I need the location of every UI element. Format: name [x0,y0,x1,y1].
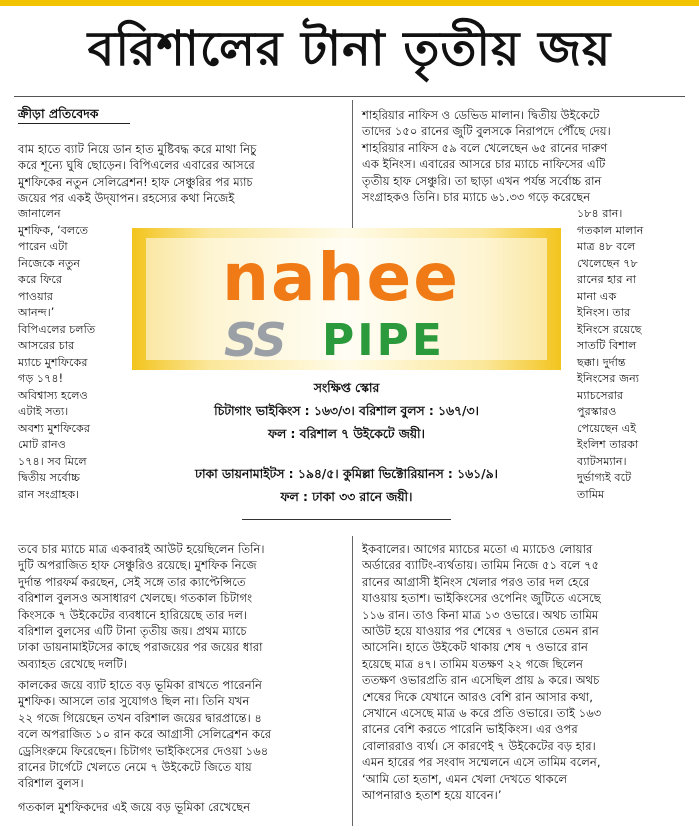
text-line: যাওয়ায় হতাশ। ভাইকিংসের ওপেনিং জুটিতে এসেছে [362,591,601,606]
text-line: আসরের চার [18,339,75,352]
text-line: অবিশ্বাস্য হলেও [18,388,88,402]
text-line: ততক্ষণ ওভারপ্রতি রান এসেছিল প্রায় ৯ করে। অথচ [362,673,600,688]
score-match1: চিটাগাং ভাইকিংস : ১৬৩/৩। বরিশাল বুলস : ১৬৭/৩। [214,404,479,418]
text-line: ‘আমি তো হতাশ, এমন খেলা দেখতে থাকলে [362,771,568,786]
text-line: এটাই সত্য। [18,405,69,418]
text-line: তবে চার ম্যাচে মাত্র একবারই আউট হয়েছিলেন তিনি। [18,542,265,556]
text-line: পুরস্কারও [577,405,617,418]
col2-para1 [362,107,682,205]
score-title: সংক্ষিপ্ত স্কোর [313,381,380,395]
text-line: রান সংগ্রাহক। [18,487,80,501]
text-line: বিপিএলের চলতি [18,322,96,336]
text-line: এক ইনিংস। এবারের আসরে চার ম্যাচে নাফিসের এটি [362,157,606,172]
text-line: ১৭৪। সব মিলে [18,454,87,468]
text-line: ড্রেসিংরুমে ফিরেছেন। চিটাগং ভাইকিংসের দেওয়া ১৬৪ [18,743,269,758]
text-line: ইনিংস। তার [577,306,631,319]
text-line: এমন হারের পর সংবাদ সম্মেলনে এসে তামিম বলেন, [362,755,601,770]
text-line: পারেন এটা [18,240,68,253]
text-line: গতকাল মুশফিকদের এই জয়ে বড় ভূমিকা রেখেছেন [18,800,251,814]
text-line: শাহরিয়ার নাফিস ৫৯ বলে খেলেছেন ৬৫ রানের দারুণ [362,140,608,155]
text-line: সংগ্রাহকও তিনি। চার ম্যাচে ৬১.৩৩ গড়ে করেছেন [362,190,591,205]
byline-underline [18,123,130,124]
text-line: ম্যাচে মুশফিকের [18,355,88,369]
col1-narrow-text [18,206,126,503]
text-line: জানালেন [18,207,61,220]
ad-brand-ss: SS [224,313,285,367]
text-line: আনন্দ।’ [18,306,55,319]
text-line: বরিশাল বুলসের এটি টানা তৃতীয় জয়। প্রথম ম্যাচে [18,624,247,639]
text-line: কিংসকে ৭ উইকেটের ব্যবধানে হারিয়েছে তার দল। [18,607,248,622]
text-line: মুশফিক, ‘বলতে [18,223,89,237]
text-line: মোট রানও [18,438,66,451]
text-line: আসেনি। হাতে উইকেট থাকায় শেষ ৭ ওভারে রান [362,640,588,655]
text-line: সেখানে এসেছে মাত্র ৬ করে প্রতি ওভারে। তাই ১৬৩ [362,706,602,721]
byline: ক্রীড়া প্রতিবেদক [18,106,99,121]
ad-brand-nahee: nahee [222,239,461,316]
text-line: রানের আগ্রাসী ইনিংস খেলার পরও তার দল হেরে [362,574,590,589]
text-line: সাতটি বিশাল [577,339,637,352]
text-line: পাওয়ার [18,289,54,303]
text-line: ইনিংসের জন্য [577,372,640,385]
nahee-ss-pipe-ad [132,228,561,370]
text-line: তাদের ১৫০ রানের জুটি বুলসকে নিরাপদে পৌঁছে দেয়। [362,124,611,139]
headline: বরিশালের টানা তৃতীয় জয় [87,21,612,77]
score-match2: ঢাকা ডায়নামাইটস : ১৯৪/৫। কুমিল্লা ভিক্টোরিয়ানস : ১৬১/৯। [195,467,498,481]
text-line: মানা এক [577,289,617,303]
text-line: অব্যাহত রেখেছে দলটি। [18,656,127,671]
text-line: ইকবালের। আগের ম্যাচের মতো এ ম্যাচেও লোয়ার [362,542,593,556]
center-box [132,228,561,529]
text-line: বরিশাল বুলস। [18,776,84,791]
text-line: দুর্দান্ত পারফর্ম করছেন, সেই সঙ্গে তার ক্যাপ্টেন্সিতে [18,574,246,589]
text-line: ২২ গজে গিয়েছেন তখন বরিশাল জয়ের দ্বারপ্রান্তে। ৪ [18,710,262,725]
text-line: নিজেকে নতুন [18,256,81,270]
headline-divider [14,96,685,97]
text-line: ম্যাচসেরার [577,388,624,402]
text-line: ১৮৪ রান। [577,207,623,220]
col1-para1 [18,141,344,207]
ad-brand-pipe: PIPE [322,315,445,366]
top-color-bar [0,0,699,6]
text-line: ঢাকা ডায়নামাইটসের কাছে পরাজয়ের পর জয়ের ধারা [18,640,263,655]
text-line: আপনারাও হতাশ হয়ে যাবেন।’ [362,788,502,803]
text-line: তামিম [577,487,605,501]
text-line: আউট হয়ে যাওয়ার পর শেষের ৭ ওভারে তেমন রান [362,624,599,639]
text-line: শাহরিয়ার নাফিস ও ডেভিড মালান। দ্বিতীয় উইকেটে [362,108,600,122]
text-line: বাম হাতে ব্যাট নিয়ে ডান হাত মুষ্টিবদ্ধ করে মাথা নিচু [18,142,257,156]
text-line: দ্বিতীয় সর্বোচ্চ [18,471,80,484]
col2-para2 [362,541,682,804]
score-result2: ফল : ঢাকা ৩৩ রানে জয়ী। [280,490,413,504]
col2-narrow-text [577,206,682,503]
col1-para4 [18,799,344,815]
text-line: বরিশাল বুলসও অসাধারণ খেলছে। গতকাল চিটাগং [18,591,253,606]
text-line: রানের টার্গেটে খেলতে নেমে ৭ উইকেটে জিতে যায় [18,760,252,775]
text-line: জয়ের পর একই উদ্‌যাপন। রহস্যের কথা নিজেই [18,191,235,206]
text-line: কালকের জয়ে ব্যাট হাতে বড় ভূমিকা রাখতে পারেননি [18,678,262,692]
text-line: দুটি অপরাজিত হাফ সেঞ্চুরিও রয়েছে। মুশফিক নিজে [18,558,257,573]
score-result1: ফল : বরিশাল ৭ উইকেটে জয়ী। [268,427,425,441]
text-line: মুশফিকের নতুন সেলিব্রেশন! হাফ সেঞ্চুরির পর ম্যাচ [18,174,253,189]
score-divider [242,519,451,520]
text-line: গড় ১৭৪! [18,372,64,385]
text-line: ইনিংসে রয়েছে [577,322,642,336]
text-line: দুর্ভাগ্যই বটে [577,471,632,484]
text-line: অর্ডারের ব্যাটিং-ব্যর্থতায়। তামিম নিজে ৫১ বলে ৭৫ [362,558,600,573]
column-separator-top [352,100,353,228]
text-line: রানের হার না [577,273,637,286]
ad-panel [146,238,547,367]
text-line: মুশফিক। আসলে তার সুযোগও ছিল না। তিনি যখন [18,694,250,709]
text-line: বলে অপরাজিত ১০ রান করে আগ্রাসী সেলিব্রেশন করে [18,727,272,742]
text-line: ইংলিশ তারকা [577,438,639,451]
text-line: অবশ্য মুশফিকের [18,421,91,435]
text-line: ব্যাটসম্যান। [577,454,627,468]
text-line: করে ফিরে [18,273,63,286]
text-line: হয়েছে মাত্র ৪৭। তামিম যতক্ষণ ২২ গজে ছিলেন [362,656,583,671]
text-line: পেয়েছেন এই [577,421,637,435]
column-separator-bottom [352,536,353,826]
text-line: বোলাররাও ব্যর্থ। সে কারণেই ৭ উইকেটের বড় হার। [362,738,596,753]
text-line: তৃতীয় হাফ সেঞ্চুরি। তা ছাড়া এখন পর্যন্ত সর্বোচ্চ রান [362,173,602,188]
text-line: খেলেছেন ৭৮ [577,256,638,270]
col1-para3 [18,677,344,792]
col1-para2 [18,541,344,672]
text-line: গতকাল মালান [577,223,644,237]
text-line: করে শূন্যে ঘুষি ছোড়েন। বিপিএলের এবারের আসরে [18,158,255,173]
text-line: ছক্কা। দুর্দান্ত [577,355,626,369]
text-line: মাত্র ৪৮ বলে [577,240,636,253]
text-line: রানের বেশি করতে পারেনি ভাইকিংস। এর ওপর [362,722,578,737]
text-line: ১১৬ রান। তাও কিনা মাত্র ১৩ ওভারে। অথচ তামিম [362,607,599,622]
text-line: শেষের দিকে যেখানে আরও বেশি রান আসার কথা, [362,689,593,704]
